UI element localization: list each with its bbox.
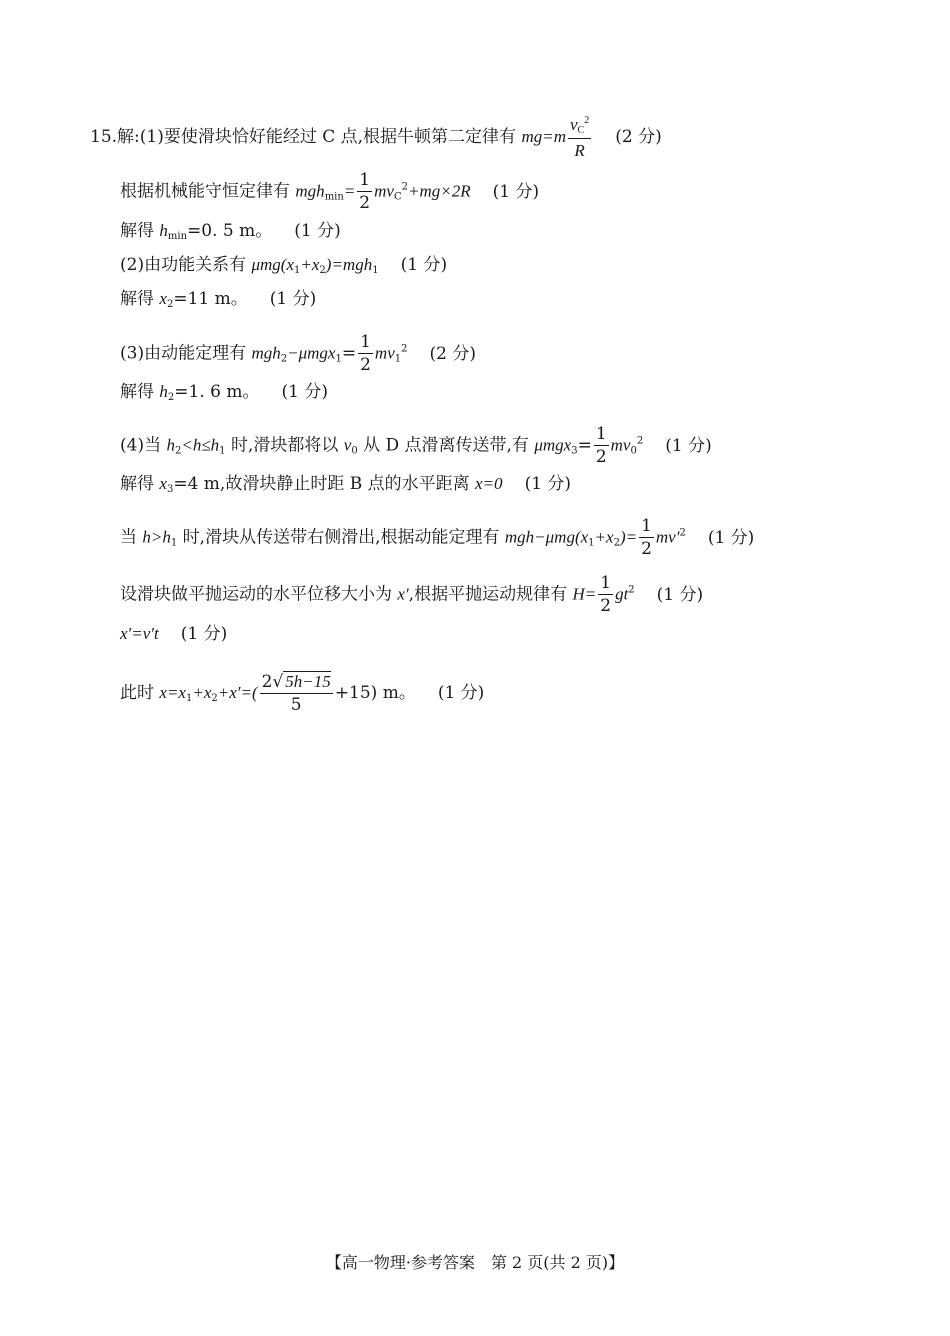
text: 解得 [120, 474, 160, 494]
solution-line-1 [90, 116, 662, 159]
subscript: 2 [174, 445, 182, 457]
text: (4)当 [120, 435, 167, 456]
denominator: 2 [595, 447, 607, 467]
solution-line-7 [120, 380, 328, 410]
subscript: 1 [372, 265, 379, 276]
solution-line-12 [120, 622, 227, 646]
solution-line-5 [120, 287, 316, 317]
subscript: min [167, 231, 188, 242]
numerator: 1 [595, 424, 607, 444]
score: (1 分) [707, 527, 755, 548]
text: =1. 6 m。 [174, 382, 260, 402]
solution-line-3 [120, 219, 341, 249]
solution-line-6 [120, 334, 476, 374]
formula: mv [610, 435, 631, 455]
score: (1 分) [524, 474, 572, 494]
solution-line-2 [120, 172, 539, 212]
formula: = [343, 181, 356, 201]
numerator: 1 [641, 516, 652, 536]
fraction [568, 116, 591, 159]
score: (1 分) [281, 382, 328, 402]
numerator: 1 [360, 332, 371, 352]
score: (1 分) [665, 435, 712, 456]
formula: −μmgx [287, 343, 336, 363]
subscript: 1 [185, 693, 193, 704]
text: =0. 5 m。 [187, 221, 273, 241]
text: =4 m,故滑块静止时距 B 点的水平距离 [173, 474, 476, 494]
text: 时,滑块从传送带右侧滑出,根据动能定理有 [177, 527, 505, 548]
fraction [358, 334, 373, 374]
solution-line-8 [120, 426, 712, 466]
fraction [639, 518, 654, 558]
subscript: 1 [170, 537, 178, 549]
score: (1 分) [656, 584, 704, 605]
numerator-coefficient: 2 [261, 672, 273, 692]
score: (1 分) [180, 624, 228, 644]
denominator: 5 [290, 695, 302, 715]
score: (1 分) [294, 221, 341, 241]
formula: )= [619, 527, 638, 547]
subscript: 0 [630, 445, 637, 457]
formula: x=x [159, 683, 186, 702]
text: ,根据平抛运动规律有 [408, 584, 573, 605]
subscript: 0 [351, 445, 358, 457]
text: 解得 [120, 221, 160, 241]
formula: +mg×2R [407, 181, 471, 201]
superscript: 2 [679, 527, 686, 539]
superscript: 2 [636, 435, 644, 447]
text: 15.解:(1)要使滑块恰好能经过 C 点,根据牛顿第二定律有 [90, 127, 522, 147]
formula: = [341, 343, 357, 364]
text: 设滑块做平抛运动的水平位移大小为 [120, 584, 398, 605]
subscript: 1 [219, 445, 226, 457]
subscript: 2 [280, 353, 288, 365]
subscript: 1 [394, 353, 402, 365]
formula: mgh−μmg(x [504, 527, 589, 547]
solution-line-9 [120, 472, 571, 502]
subscript: 3 [571, 445, 578, 457]
subscript: C [393, 191, 402, 203]
radicand: 5h−15 [285, 672, 331, 691]
formula: H= [572, 584, 597, 604]
fraction [357, 172, 372, 212]
superscript: 2 [401, 343, 408, 355]
formula: x [159, 289, 167, 308]
subscript: 2 [167, 392, 175, 403]
subscript: 2 [166, 299, 174, 310]
formula: = [577, 435, 592, 456]
formula: x [159, 474, 167, 493]
formula: x′=v′t [120, 624, 159, 643]
score: (1 分) [437, 683, 485, 703]
text: 解得 [120, 289, 160, 309]
text: 根据机械能守恒定律有 [120, 181, 296, 202]
subscript: C [577, 125, 585, 136]
formula: h [159, 382, 168, 401]
formula: v [343, 435, 352, 455]
subscript: 1 [294, 265, 301, 276]
page-footer: 【高一物理·参考答案 第 2 页(共 2 页)】 [325, 1253, 625, 1272]
subscript: 2 [613, 537, 620, 549]
formula: h [159, 221, 168, 240]
formula: μmgx [534, 435, 572, 455]
text: 时,滑块都将以 [225, 435, 344, 456]
denominator: 2 [359, 193, 371, 213]
formula: gt [615, 584, 629, 604]
score: (1 分) [269, 289, 317, 309]
formula: mgh [295, 181, 325, 201]
solution-line-4 [120, 253, 447, 283]
formula: +x [594, 527, 614, 547]
denominator: 2 [360, 355, 371, 375]
subscript: min [324, 191, 344, 203]
text: 解得 [120, 382, 160, 402]
solution-line-10 [120, 518, 754, 558]
formula: h [166, 435, 175, 455]
solution-line-11 [120, 575, 703, 615]
score: (1 分) [492, 181, 540, 202]
formula: +x [192, 683, 212, 702]
text: =11 m。 [173, 289, 248, 309]
text: 从 D 点滑离传送带,有 [357, 435, 535, 456]
text: (3)由动能定理有 [120, 343, 252, 364]
fraction [598, 575, 613, 615]
score: (1 分) [400, 255, 448, 275]
formula: x′ [397, 584, 409, 604]
superscript: 2 [628, 584, 635, 596]
fraction [594, 426, 609, 466]
formula: <h≤h [181, 435, 220, 455]
subscript: 3 [166, 484, 174, 495]
numerator: v [570, 115, 578, 134]
formula: mg=m [521, 127, 566, 146]
formula: mv′ [655, 527, 680, 547]
formula: )=mgh [325, 255, 373, 274]
numerator: 1 [600, 573, 612, 593]
fraction: $\frac{2√ 5h-15}{5}$ [261, 672, 331, 715]
subscript: 2 [211, 693, 218, 704]
formula: x=0 [475, 474, 503, 493]
score: (2 分) [615, 127, 662, 147]
numerator: 1 [359, 170, 371, 190]
solution-line-13 [120, 673, 484, 714]
text: 此时 [120, 683, 160, 703]
denominator: 2 [600, 596, 612, 616]
text: (2)由功能关系有 [120, 255, 252, 275]
subscript: 2 [319, 265, 326, 276]
formula: μmg(x [251, 255, 295, 274]
subscript: 1 [588, 537, 595, 549]
superscript: 2 [584, 115, 590, 126]
formula: mv [374, 343, 395, 363]
superscript: 2 [401, 181, 408, 193]
denominator: 2 [641, 539, 652, 559]
denominator: R [574, 141, 585, 160]
formula: mgh [251, 343, 281, 363]
formula: +x′=( [217, 683, 258, 702]
subscript: 1 [335, 353, 342, 365]
formula: h>h [142, 527, 171, 547]
text: +15) m。 [334, 683, 416, 703]
formula: mv [374, 181, 394, 201]
formula: +x [300, 255, 320, 274]
text: 当 [120, 527, 143, 548]
score: (2 分) [429, 343, 476, 364]
